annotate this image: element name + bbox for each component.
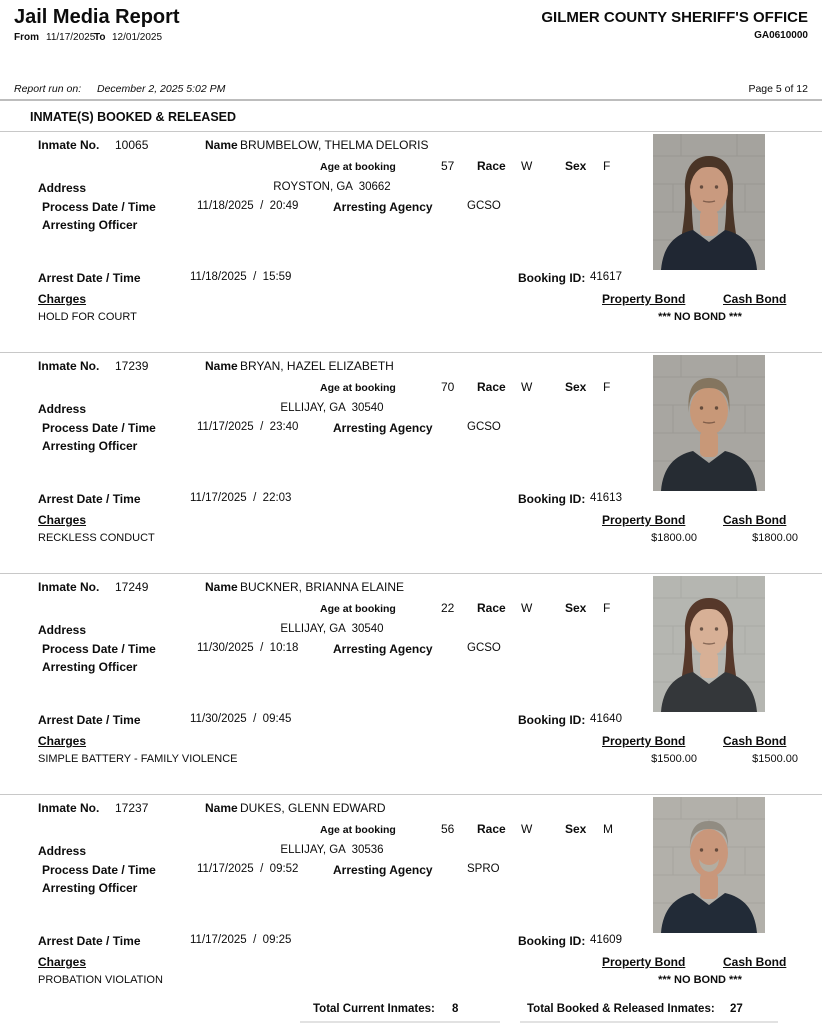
address-value: ROYSTON, GA 30662 <box>273 181 391 193</box>
booking-id-label: Booking ID: <box>518 713 586 727</box>
sex-label: Sex <box>565 601 587 615</box>
booking-id-label: Booking ID: <box>518 492 586 506</box>
inmate-record <box>0 352 822 573</box>
arresting-agency-value: GCSO <box>467 642 501 654</box>
inmate-no-value: 17249 <box>115 580 149 594</box>
no-bond-text: *** NO BOND *** <box>658 974 742 986</box>
arrest-datetime-value: 11/17/2025 / 22:03 <box>190 492 292 504</box>
address-label: Address <box>38 844 87 858</box>
address-value: ELLIJAY, GA 30536 <box>280 844 384 856</box>
race-value: W <box>521 159 533 173</box>
race-value: W <box>521 380 533 394</box>
charges-header: Charges <box>38 734 87 748</box>
to-label: To <box>94 32 106 43</box>
header-divider <box>0 99 822 101</box>
age-label: Age at booking <box>320 603 396 615</box>
report-title: Jail Media Report <box>14 6 180 28</box>
process-datetime-label: Process Date / Time <box>42 863 156 877</box>
property-bond-header: Property Bond <box>602 955 686 969</box>
sex-value: M <box>603 822 613 836</box>
arresting-agency-label: Arresting Agency <box>333 642 433 656</box>
process-datetime-value: 11/17/2025 / 09:52 <box>197 863 299 875</box>
arresting-agency-value: GCSO <box>467 421 501 433</box>
process-datetime-value: 11/17/2025 / 23:40 <box>197 421 299 433</box>
sex-label: Sex <box>565 822 587 836</box>
property-bond-value: $1800.00 <box>651 532 697 544</box>
inmate-record <box>0 573 822 794</box>
name-value: BRYAN, HAZEL ELIZABETH <box>240 359 394 373</box>
totals-divider <box>300 1021 500 1023</box>
cash-bond-header: Cash Bond <box>723 734 787 748</box>
name-label: Name <box>205 580 238 594</box>
property-bond-value: $1500.00 <box>651 753 697 765</box>
charge-value: SIMPLE BATTERY - FAMILY VIOLENCE <box>38 753 238 765</box>
age-label: Age at booking <box>320 824 396 836</box>
totals-divider <box>520 1021 778 1023</box>
arrest-datetime-label: Arrest Date / Time <box>38 271 141 285</box>
from-label: From <box>14 32 39 43</box>
name-label: Name <box>205 359 238 373</box>
arresting-officer-label: Arresting Officer <box>42 218 138 232</box>
age-value: 22 <box>441 601 455 615</box>
charges-header: Charges <box>38 955 87 969</box>
race-label: Race <box>477 601 506 615</box>
total-current-inmates-label: Total Current Inmates: <box>313 1003 435 1015</box>
property-bond-header: Property Bond <box>602 513 686 527</box>
sex-value: F <box>603 601 611 615</box>
address-value: ELLIJAY, GA 30540 <box>280 623 384 635</box>
booking-id-value: 41640 <box>590 713 622 725</box>
name-label: Name <box>205 801 238 815</box>
report-run-label: Report run on: <box>14 83 82 95</box>
inmate-no-label: Inmate No. <box>38 801 100 815</box>
cash-bond-value: $1500.00 <box>752 753 798 765</box>
charge-value: RECKLESS CONDUCT <box>38 532 155 544</box>
inmate-no-label: Inmate No. <box>38 138 100 152</box>
race-label: Race <box>477 822 506 836</box>
inmate-record <box>0 794 822 999</box>
name-value: BRUMBELOW, THELMA DELORIS <box>240 138 429 152</box>
sex-label: Sex <box>565 380 587 394</box>
charges-header: Charges <box>38 513 87 527</box>
property-bond-header: Property Bond <box>602 734 686 748</box>
total-booked-released-label: Total Booked & Released Inmates: <box>527 1003 715 1015</box>
address-label: Address <box>38 402 87 416</box>
booking-id-value: 41609 <box>590 934 622 946</box>
race-value: W <box>521 822 533 836</box>
address-label: Address <box>38 623 87 637</box>
name-value: BUCKNER, BRIANNA ELAINE <box>240 580 405 594</box>
age-value: 56 <box>441 822 455 836</box>
cash-bond-value: $1800.00 <box>752 532 798 544</box>
age-label: Age at booking <box>320 382 396 394</box>
booking-id-label: Booking ID: <box>518 934 586 948</box>
address-label: Address <box>38 181 87 195</box>
arresting-agency-label: Arresting Agency <box>333 421 433 435</box>
page-number: Page 5 of 12 <box>748 83 808 95</box>
inmate-no-value: 17239 <box>115 359 149 373</box>
sheriff-office-name: GILMER COUNTY SHERIFF'S OFFICE <box>541 9 808 26</box>
mugshot-photo <box>653 797 765 933</box>
process-datetime-value: 11/18/2025 / 20:49 <box>197 200 299 212</box>
arrest-datetime-value: 11/18/2025 / 15:59 <box>190 271 292 283</box>
agency-code: GA0610000 <box>754 30 808 41</box>
arresting-agency-label: Arresting Agency <box>333 863 433 877</box>
cash-bond-header: Cash Bond <box>723 955 787 969</box>
booking-id-value: 41613 <box>590 492 622 504</box>
cash-bond-header: Cash Bond <box>723 513 787 527</box>
from-date: 11/17/2025 <box>46 32 96 43</box>
arrest-datetime-value: 11/17/2025 / 09:25 <box>190 934 292 946</box>
section-title: INMATE(S) BOOKED & RELEASED <box>30 110 237 124</box>
arrest-datetime-label: Arrest Date / Time <box>38 492 141 506</box>
arresting-officer-label: Arresting Officer <box>42 660 138 674</box>
process-datetime-label: Process Date / Time <box>42 200 156 214</box>
race-label: Race <box>477 159 506 173</box>
race-value: W <box>521 601 533 615</box>
arresting-agency-label: Arresting Agency <box>333 200 433 214</box>
race-label: Race <box>477 380 506 394</box>
booking-id-value: 41617 <box>590 271 622 283</box>
address-value: ELLIJAY, GA 30540 <box>280 402 384 414</box>
process-datetime-value: 11/30/2025 / 10:18 <box>197 642 299 654</box>
cash-bond-header: Cash Bond <box>723 292 787 306</box>
booking-id-label: Booking ID: <box>518 271 586 285</box>
total-current-inmates-value: 8 <box>452 1003 459 1015</box>
inmate-records-list <box>0 131 822 999</box>
sex-value: F <box>603 380 611 394</box>
charges-header: Charges <box>38 292 87 306</box>
property-bond-header: Property Bond <box>602 292 686 306</box>
inmate-no-label: Inmate No. <box>38 580 100 594</box>
charge-value: HOLD FOR COURT <box>38 311 137 323</box>
arresting-officer-label: Arresting Officer <box>42 439 138 453</box>
name-label: Name <box>205 138 238 152</box>
arrest-datetime-value: 11/30/2025 / 09:45 <box>190 713 292 725</box>
to-date: 12/01/2025 <box>112 32 163 43</box>
age-value: 57 <box>441 159 455 173</box>
mugshot-photo <box>653 134 765 270</box>
no-bond-text: *** NO BOND *** <box>658 311 742 323</box>
sex-label: Sex <box>565 159 587 173</box>
arrest-datetime-label: Arrest Date / Time <box>38 713 141 727</box>
arresting-agency-value: SPRO <box>467 863 500 875</box>
inmate-no-value: 10065 <box>115 138 149 152</box>
charge-value: PROBATION VIOLATION <box>38 974 163 986</box>
total-booked-released-value: 27 <box>730 1003 743 1015</box>
arresting-agency-value: GCSO <box>467 200 501 212</box>
mugshot-photo <box>653 355 765 491</box>
process-datetime-label: Process Date / Time <box>42 642 156 656</box>
sex-value: F <box>603 159 611 173</box>
inmate-no-label: Inmate No. <box>38 359 100 373</box>
inmate-no-value: 17237 <box>115 801 149 815</box>
arrest-datetime-label: Arrest Date / Time <box>38 934 141 948</box>
name-value: DUKES, GLENN EDWARD <box>240 801 386 815</box>
age-label: Age at booking <box>320 161 396 173</box>
inmate-record <box>0 131 822 352</box>
process-datetime-label: Process Date / Time <box>42 421 156 435</box>
arresting-officer-label: Arresting Officer <box>42 881 138 895</box>
report-run-timestamp: December 2, 2025 5:02 PM <box>97 83 226 95</box>
mugshot-photo <box>653 576 765 712</box>
age-value: 70 <box>441 380 455 394</box>
